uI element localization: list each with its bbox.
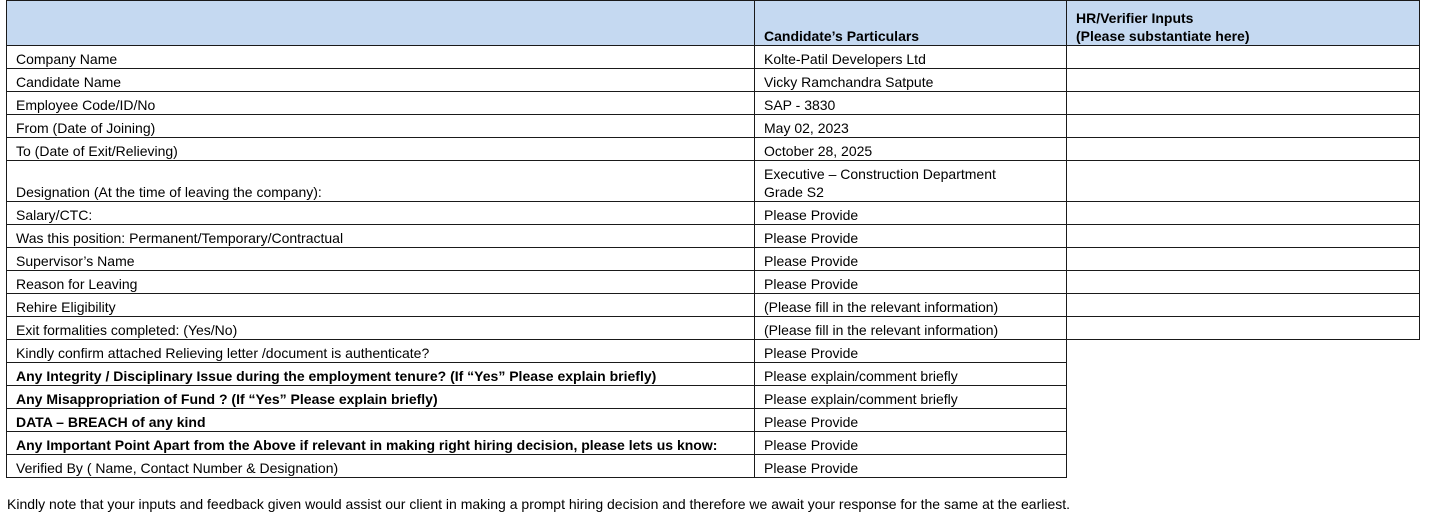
hr-verifier-input-cell[interactable]: [1067, 202, 1420, 225]
hr-verifier-input-cell[interactable]: [1067, 271, 1420, 294]
row-label: DATA – BREACH of any kind: [7, 409, 755, 432]
row-label: Rehire Eligibility: [7, 294, 755, 317]
row-label: Reason for Leaving: [7, 271, 755, 294]
row-value: Vicky Ramchandra Satpute: [755, 69, 1067, 92]
table-header-row: [7, 1, 1420, 46]
table-row: [7, 92, 1420, 115]
table-row: [7, 248, 1420, 271]
empty-cell: [1067, 386, 1420, 409]
row-label: Employee Code/ID/No: [7, 92, 755, 115]
row-label: Kindly confirm attached Relieving letter /document is authenticate?: [7, 340, 755, 363]
row-value: Please Provide: [755, 225, 1067, 248]
hr-verifier-input-cell[interactable]: [1067, 161, 1420, 202]
empty-cell: [1067, 409, 1420, 432]
header-hr-subtitle: (Please substantiate here): [1076, 28, 1250, 44]
row-value: Please Provide: [755, 409, 1067, 432]
table-row: [7, 317, 1420, 340]
row-value: Kolte-Patil Developers Ltd: [755, 46, 1067, 69]
row-value-line2: Grade S2: [764, 184, 824, 200]
row-value: Please Provide: [755, 248, 1067, 271]
row-value: Please explain/comment briefly: [755, 386, 1067, 409]
row-value: Please Provide: [755, 432, 1067, 455]
row-label: Supervisor’s Name: [7, 248, 755, 271]
row-label: Any Integrity / Disciplinary Issue during the employment tenure? (If “Yes” Please explain briefly): [7, 363, 755, 386]
table-row: [7, 115, 1420, 138]
empty-cell: [1067, 432, 1420, 455]
row-value: Please explain/comment briefly: [755, 363, 1067, 386]
footer-note: Kindly note that your inputs and feedback given would assist our client in making a prompt hiring decision and therefore we await your response for the same at the earliest.: [7, 496, 1071, 512]
table-row: [7, 161, 1420, 202]
table-row: [7, 69, 1420, 92]
empty-cell: [1067, 340, 1420, 363]
hr-verifier-input-cell[interactable]: [1067, 46, 1420, 69]
row-value: Please Provide: [755, 271, 1067, 294]
table-row: [7, 225, 1420, 248]
hr-verifier-input-cell[interactable]: [1067, 69, 1420, 92]
row-label: Designation (At the time of leaving the company):: [7, 161, 755, 202]
row-label: Company Name: [7, 46, 755, 69]
hr-verifier-input-cell[interactable]: [1067, 92, 1420, 115]
hr-verifier-input-cell[interactable]: [1067, 248, 1420, 271]
hr-verifier-input-cell[interactable]: [1067, 115, 1420, 138]
table-row: [7, 432, 1420, 455]
table-row: [7, 294, 1420, 317]
row-label: Candidate Name: [7, 69, 755, 92]
table-row: [7, 386, 1420, 409]
row-label: To (Date of Exit/Relieving): [7, 138, 755, 161]
row-value: (Please fill in the relevant information): [755, 317, 1067, 340]
table-row: [7, 202, 1420, 225]
hr-verifier-input-cell[interactable]: [1067, 138, 1420, 161]
table-row: [7, 409, 1420, 432]
table-row: [7, 271, 1420, 294]
row-value: May 02, 2023: [755, 115, 1067, 138]
row-label: Any Important Point Apart from the Above if relevant in making right hiring decision, please lets us know:: [7, 432, 755, 455]
row-value: Please Provide: [755, 202, 1067, 225]
row-label: Verified By ( Name, Contact Number & Designation): [7, 455, 755, 478]
header-label-cell: [7, 1, 755, 46]
table-row: [7, 455, 1420, 478]
row-value: (Please fill in the relevant information): [755, 294, 1067, 317]
hr-verifier-input-cell[interactable]: [1067, 317, 1420, 340]
header-candidate-particulars: Candidate’s Particulars: [755, 1, 1067, 46]
row-value-line1: Executive – Construction Department: [764, 166, 996, 182]
row-value: [755, 161, 1067, 202]
row-label: Was this position: Permanent/Temporary/Contractual: [7, 225, 755, 248]
row-value: SAP - 3830: [755, 92, 1067, 115]
row-label: Exit formalities completed: (Yes/No): [7, 317, 755, 340]
table-row: [7, 46, 1420, 69]
verification-table: [6, 0, 1420, 478]
empty-cell: [1067, 455, 1420, 478]
row-value: October 28, 2025: [755, 138, 1067, 161]
table-row: [7, 340, 1420, 363]
table-row: [7, 363, 1420, 386]
hr-verifier-input-cell[interactable]: [1067, 294, 1420, 317]
row-label: Salary/CTC:: [7, 202, 755, 225]
header-hr-title: HR/Verifier Inputs: [1076, 10, 1194, 26]
row-value: Please Provide: [755, 455, 1067, 478]
header-hr-verifier-inputs: [1067, 1, 1420, 46]
row-label: Any Misappropriation of Fund ? (If “Yes” Please explain briefly): [7, 386, 755, 409]
empty-cell: [1067, 363, 1420, 386]
row-value: Please Provide: [755, 340, 1067, 363]
hr-verifier-input-cell[interactable]: [1067, 225, 1420, 248]
table-row: [7, 138, 1420, 161]
row-label: From (Date of Joining): [7, 115, 755, 138]
